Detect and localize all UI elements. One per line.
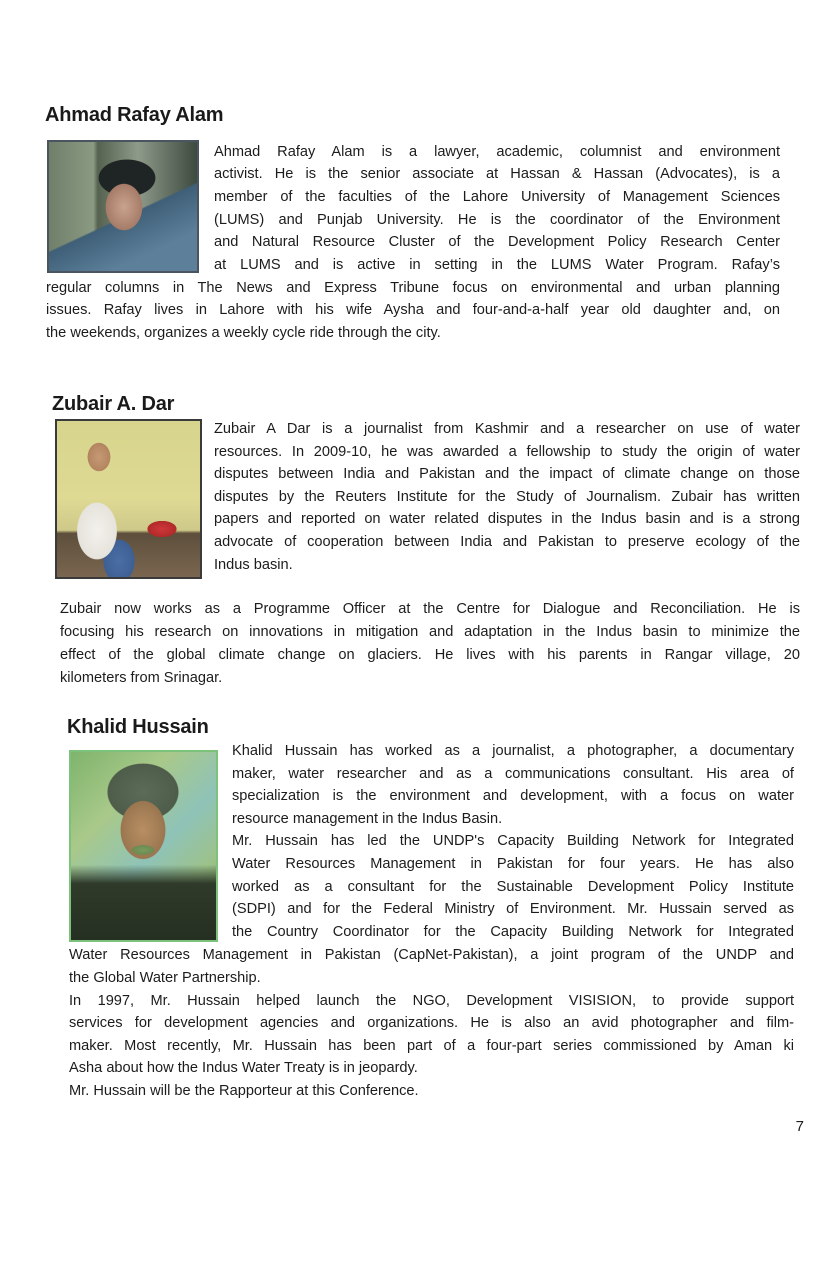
bio-line: Indus basin. (214, 557, 293, 573)
bio-line: at LUMS and is active in setting in the LUMS Water Program. Rafay’s (214, 257, 780, 273)
bio-line: the Country Coordinator for the Capacity Building Network for Integrated (232, 924, 794, 940)
bio-line: Zubair A Dar is a journalist from Kashmir and a researcher on use of water (214, 421, 800, 437)
bio-line: (SDPI) and for the Federal Ministry of Environment. Mr. Hussain served as (232, 901, 794, 917)
bio-line: and Natural Resource Cluster of the Development Policy Research Center (214, 234, 780, 250)
page-number: 7 (795, 1118, 804, 1135)
bio-line: Khalid Hussain has worked as a journalist, a photographer, a documentary (232, 743, 794, 759)
bio-line: Ahmad Rafay Alam is a lawyer, academic, columnist and environment (214, 144, 780, 160)
bio-line: regular columns in The News and Express Tribune focus on environmental and urban planning (46, 280, 780, 296)
bio-line: resources. In 2009-10, he was awarded a fellowship to study the origin of water (214, 444, 800, 460)
bio-line: kilometers from Srinagar. (60, 670, 223, 686)
bio-line: worked as a consultant for the Sustainable Development Policy Institute (232, 879, 794, 895)
bio-line: member of the faculties of the Lahore University of Management Sciences (214, 189, 780, 205)
profile-name-khalid-hussain: Khalid Hussain (67, 716, 209, 738)
portrait-photo-ahmad-rafay-alam (47, 140, 199, 273)
bio-line: focusing his research on innovations in mitigation and adaptation in the Indus basin to minimize the (60, 624, 800, 640)
bio-line: effect of the global climate change on glaciers. He lives with his parents in Rangar village, 20 (60, 647, 800, 663)
bio-line: specialization is the environment and development, with a focus on water (232, 788, 794, 804)
bio-line: maker, water researcher and as a communications consultant. His area of (232, 766, 794, 782)
bio-line: Asha about how the Indus Water Treaty is in jeopardy. (69, 1060, 418, 1076)
bio-line: Water Resources Management in Pakistan (CapNet-Pakistan), a joint program of the UNDP and (69, 947, 794, 963)
profile-name-zubair-a-dar: Zubair A. Dar (52, 393, 175, 415)
bio-line: (LUMS) and Punjab University. He is the coordinator of the Environment (214, 212, 780, 228)
bio-line: In 1997, Mr. Hussain helped launch the NGO, Development VISISION, to provide support (69, 993, 794, 1009)
bio-line: issues. Rafay lives in Lahore with his wife Aysha and four-and-a-half year old daughter and, on (46, 302, 780, 318)
bio-line: services for development agencies and organizations. He is also an avid photographer and film- (69, 1015, 794, 1031)
bio-line: disputes between India and Pakistan and the impact of climate change on those (214, 466, 800, 482)
portrait-photo-zubair-a-dar (55, 419, 202, 579)
portrait-photo-khalid-hussain (69, 750, 218, 942)
bio-line: Water Resources Management in Pakistan for four years. He has also (232, 856, 794, 872)
profile-name-ahmad-rafay-alam: Ahmad Rafay Alam (45, 104, 224, 126)
bio-line: papers and reported on water related disputes in the Indus basin and is a strong (214, 511, 800, 527)
bio-line: Zubair now works as a Programme Officer at the Centre for Dialogue and Reconciliation. He is (60, 601, 800, 617)
bio-line: Mr. Hussain has led the UNDP's Capacity Building Network for Integrated (232, 833, 794, 849)
bio-line: the weekends, organizes a weekly cycle ride through the city. (46, 325, 441, 341)
bio-line: advocate of cooperation between India and Pakistan to preserve ecology of the (214, 534, 800, 550)
bio-line: resource management in the Indus Basin. (232, 811, 503, 827)
bio-line: maker. Most recently, Mr. Hussain has been part of a four-part series commissioned by Aman ki (69, 1038, 794, 1054)
bio-line: the Global Water Partnership. (69, 970, 261, 986)
bio-line: Mr. Hussain will be the Rapporteur at this Conference. (69, 1083, 419, 1099)
bio-line: disputes by the Reuters Institute for the Study of Journalism. Zubair has written (214, 489, 800, 505)
bio-line: activist. He is the senior associate at Hassan & Hassan (Advocates), is a (214, 166, 780, 182)
